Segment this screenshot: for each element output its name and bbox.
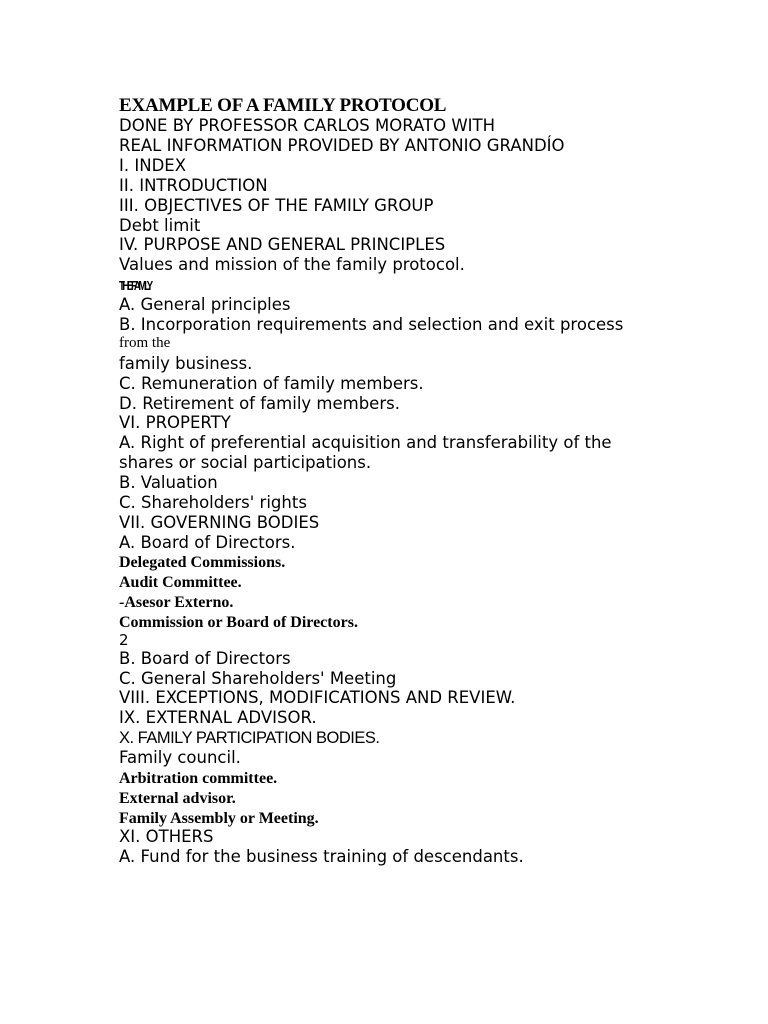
list-item: C. Shareholders' rights xyxy=(119,493,307,512)
list-item-continuation: family business. xyxy=(119,354,253,373)
list-item-continuation: shares or social participations. xyxy=(119,453,372,472)
sub-item: Delegated Commissions. xyxy=(119,554,286,571)
list-item: A. Board of Directors. xyxy=(119,533,296,552)
list-item: B. Board of Directors xyxy=(119,649,291,668)
sub-item: Commission or Board of Directors. xyxy=(119,614,358,631)
sub-item: Audit Committee. xyxy=(119,574,242,591)
section-heading: IX. EXTERNAL ADVISOR. xyxy=(119,708,317,727)
list-item: B. Incorporation requirements and selection and exit process xyxy=(119,315,624,334)
list-item: A. Right of preferential acquisition and transferability of the xyxy=(119,433,612,452)
sub-item: Family Assembly or Meeting. xyxy=(119,810,319,827)
list-item: C. General Shareholders' Meeting xyxy=(119,669,397,688)
list-item: A. Fund for the business training of descendants. xyxy=(119,847,524,866)
list-item: Family council. xyxy=(119,748,241,767)
section-heading: X. FAMILY PARTICIPATION BODIES. xyxy=(119,729,380,747)
author-line: DONE BY PROFESSOR CARLOS MORATO WITH xyxy=(119,116,495,135)
section-heading: XI. OTHERS xyxy=(119,827,214,846)
list-item: A. General principles xyxy=(119,295,291,314)
sub-item: -Asesor Externo. xyxy=(119,594,234,611)
section-heading: VII. GOVERNING BODIES xyxy=(119,513,320,532)
list-item: D. Retirement of family members. xyxy=(119,394,400,413)
section-heading: II. INTRODUCTION xyxy=(119,176,268,195)
section-heading: IV. PURPOSE AND GENERAL PRINCIPLES xyxy=(119,235,446,254)
page-number: 2 xyxy=(119,631,129,649)
source-line: REAL INFORMATION PROVIDED BY ANTONIO GRANDÍO xyxy=(119,136,565,155)
section-heading: VIII. EXCEPTIONS, MODIFICATIONS AND REVIEW. xyxy=(119,688,516,707)
list-item: Values and mission of the family protocol. xyxy=(119,255,465,274)
sub-item: Arbitration committee. xyxy=(119,770,278,787)
section-heading: III. OBJECTIVES OF THE FAMILY GROUP xyxy=(119,196,434,215)
list-item: C. Remuneration of family members. xyxy=(119,374,424,393)
sub-item: External advisor. xyxy=(119,790,236,807)
list-item: B. Valuation xyxy=(119,473,218,492)
section-heading-compressed: THE FAMILY xyxy=(119,278,151,293)
document-title: EXAMPLE OF A FAMILY PROTOCOL xyxy=(119,95,447,116)
section-heading: I. INDEX xyxy=(119,156,186,175)
list-item-continuation: from the xyxy=(119,335,171,351)
section-heading: VI. PROPERTY xyxy=(119,413,231,432)
list-item: Debt limit xyxy=(119,216,201,235)
